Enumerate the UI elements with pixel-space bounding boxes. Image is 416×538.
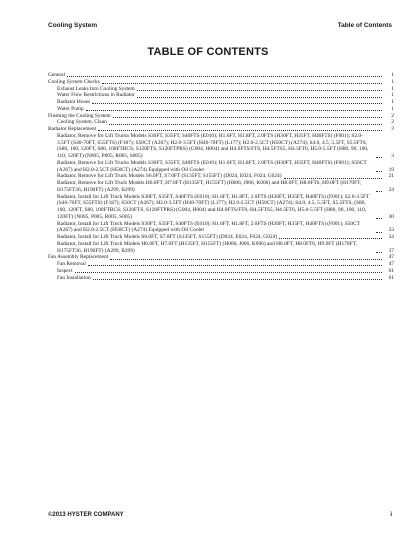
- toc-entry-title: Exhaust Leaks Into Cooling System: [57, 85, 135, 92]
- toc-entry-page: 47: [388, 254, 394, 261]
- toc-entry-title: Fan Assembly Replacement: [48, 254, 109, 261]
- toc-entry[interactable]: [48, 119, 394, 126]
- dot-leader: [92, 102, 382, 104]
- copyright-text: ©2013 HYSTER COMPANY: [48, 512, 124, 518]
- toc-entry-page: 30: [388, 213, 394, 220]
- dot-leader: [137, 96, 382, 98]
- dot-leader: [98, 129, 382, 131]
- toc-entry-title: Radiator, Remove for Lift Truck Models H6.0FT, H7.0FT (H135FT, H155FT) (H006, J006, K006) and H8.0FT, H8.0FT6, H9.0FT (H170FT, H175FT36, H190FT) (A299, B299): [57, 180, 362, 193]
- dot-leader: [376, 190, 382, 192]
- toc-entry[interactable]: [48, 241, 394, 255]
- toc-entry-title: Radiator, Install for Lift Truck Models S30FT, S35FT, S40FTS (E010); H1.6FT, H1.8FT, 2.0FTS (H30FT, H35FT, H40FTS) (F001); S50CT (A267) and H2.0-2.5CT (H50CT) (A274) Equipped with Oil Cooler: [57, 220, 360, 234]
- toc-entry-title: General: [48, 72, 66, 78]
- toc-entry[interactable]: [48, 113, 394, 120]
- toc-entry-page: 3: [391, 126, 394, 132]
- toc-entry[interactable]: [48, 72, 394, 79]
- page-header: [48, 22, 392, 34]
- toc-entry-page: 1: [391, 85, 394, 92]
- toc-entry-page: 34: [388, 234, 394, 240]
- toc-entry[interactable]: [48, 173, 394, 180]
- page-number: i: [390, 512, 392, 518]
- toc-entry-title: Cooling System, Clean: [57, 119, 107, 126]
- toc-entry-title: Radiator Hoses: [57, 99, 91, 105]
- toc-entry[interactable]: [48, 180, 394, 194]
- toc-entry-title: Water Flow Restrictions in Radiator: [57, 92, 135, 99]
- toc-entry-page: 1: [391, 99, 394, 105]
- header-section-title: Cooling System: [48, 22, 98, 29]
- dot-leader: [110, 258, 382, 260]
- toc-entry[interactable]: [48, 133, 394, 160]
- dot-leader: [137, 89, 382, 91]
- toc-entry-title: Fan Removal: [57, 261, 86, 267]
- toc-list: [48, 72, 394, 281]
- toc-entry[interactable]: [48, 268, 394, 275]
- header-doc-title: Table of Contents: [337, 22, 392, 29]
- toc-entry-page: 1: [391, 92, 394, 99]
- toc-entry[interactable]: [48, 79, 394, 86]
- toc-entry[interactable]: [48, 92, 394, 99]
- dot-leader: [67, 75, 382, 77]
- toc-entry-page: 21: [388, 173, 394, 180]
- dot-leader: [376, 251, 382, 253]
- dot-leader: [284, 177, 382, 179]
- toc-entry-title: Radiator, Install for Lift Truck Models S30FT, S35FT, S40FTS (E010); H1.6FT, H1.8FT, 2.0FTS (H30FT, H35FT, H40FTS) (F001); S2.0-3.5FT (S40-70FT, S55FTS) (F187); S50CT (A267); H2.0-3.5FT (H40-70FT) (L177); H2.0-2.5CT (H50CT) (A274); S4.0, 4.5, 5.5FT, S5.5FTS, (S80, 100, 120FT, S80, 100FTBCS; S120FTS, S120FTPRS) (G004, H004) and H4.0FTS/FT6, H4.5FTS5, H4.5FT6, H5.0-5.5FT (H80, 90, 100, 110, 120FT) (N005, P005, R005, S005): [57, 193, 370, 220]
- toc-entry-page: 2: [391, 119, 394, 126]
- dot-leader: [88, 264, 382, 266]
- toc-entry-page: 33: [388, 227, 394, 234]
- toc-entry-title: Fan Installation: [57, 274, 91, 281]
- dot-leader: [113, 116, 382, 118]
- toc-entry-page: 19: [388, 166, 394, 173]
- dot-leader: [376, 156, 382, 158]
- toc-entry-title: Radiator, Remove for Lift Trucks Models S30FT, S35FT, S40FTS (E010); H1.6FT, H1.8FT, 2.0FTS (H30FT, H35FT, H40FTS) (F001); S2.0-3.5FT (S40-70FT, S55FTS) (F187); S50CT (A267); H2.0-3.5FT (H40-70FT) (L177); H2.0-2.5CT (H50CT) (A274); S4.0, 4.5, 5.5FT, S5.5FTS, (S80, 100, 120FT, S80, 100FTBCS; S120FTS, S120FTPRS) (G004, H004) and H4.0FTS/FT6, H4.5FTS5, H4.5FT6, H5.0-5.5FT (H80, 90, 100, 110, 120FT) (N005, P005, R005, S005): [57, 132, 369, 159]
- toc-entry[interactable]: [48, 234, 394, 241]
- page-title: TABLE OF CONTENTS: [147, 46, 269, 58]
- dot-leader: [376, 170, 382, 172]
- toc-entry-title: Flushing the Cooling System: [48, 112, 111, 119]
- toc-entry[interactable]: [48, 194, 394, 221]
- toc-entry-page: 24: [388, 186, 394, 193]
- toc-entry[interactable]: [48, 126, 394, 133]
- toc-entry-page: 61: [388, 267, 394, 274]
- toc-entry-page: 37: [388, 247, 394, 254]
- toc-entry-title: Radiator, Install for Lift Truck Models S6.0FT, S7.0FT (S135FT, S155FT) (D024, E024, F024, G024): [57, 234, 278, 240]
- dot-leader: [279, 237, 382, 239]
- toc-entry[interactable]: [48, 106, 394, 113]
- toc-entry-title: Cooling System Checks: [48, 78, 100, 85]
- dot-leader: [86, 109, 382, 111]
- toc-entry-page: 2: [391, 112, 394, 119]
- toc-entry[interactable]: [48, 254, 394, 261]
- toc-entry[interactable]: [48, 99, 394, 106]
- toc-entry[interactable]: [48, 275, 394, 282]
- dot-leader: [109, 123, 382, 125]
- toc-entry-title: Radiator, Remove for Lift Truck Models S6.0FT, S7.0FT (S135FT, S155FT) (D024, E024, F024, G024): [57, 173, 282, 180]
- toc-entry-page: 3: [391, 153, 394, 159]
- toc-entry-page: 47: [388, 261, 394, 267]
- toc-entry-title: Inspect: [57, 267, 73, 274]
- toc-entry-title: Water Pump: [57, 105, 84, 112]
- toc-entry-title: Radiator Replacement: [48, 126, 97, 132]
- toc-entry-page: 1: [391, 105, 394, 112]
- dot-leader: [102, 82, 382, 84]
- dot-leader: [75, 271, 382, 273]
- toc-entry-page: 1: [391, 72, 394, 78]
- toc-entry-page: 61: [388, 274, 394, 281]
- toc-entry[interactable]: [48, 86, 394, 93]
- toc-entry[interactable]: [48, 261, 394, 268]
- page-footer: [48, 512, 392, 522]
- toc-entry-title: Radiator, Remove for Lift Trucks Models S30FT, S35FT, S40FTS (E010); H1.6FT, H1.8FT, 2.0FTS (H30FT, H35FT, H40FTS) (F001); S50CT (A267) and H2.0-2.5CT (H50CT) (A274) Equipped with Oil Cooler: [57, 159, 367, 173]
- toc-entry-title: Radiator, Install for Lift Truck Models H6.0FT, H7.0FT (H135FT, H155FT) (H006, J006, K006) and H8.0FT, H8.0FT6, H9.0FT (H170FT, H175FT36, H190FT) (A299, B299): [57, 240, 357, 254]
- toc-entry[interactable]: [48, 221, 394, 235]
- toc-entry-page: 1: [391, 78, 394, 85]
- dot-leader: [376, 217, 382, 219]
- toc-entry[interactable]: [48, 160, 394, 174]
- dot-leader: [376, 231, 382, 233]
- dot-leader: [93, 278, 382, 280]
